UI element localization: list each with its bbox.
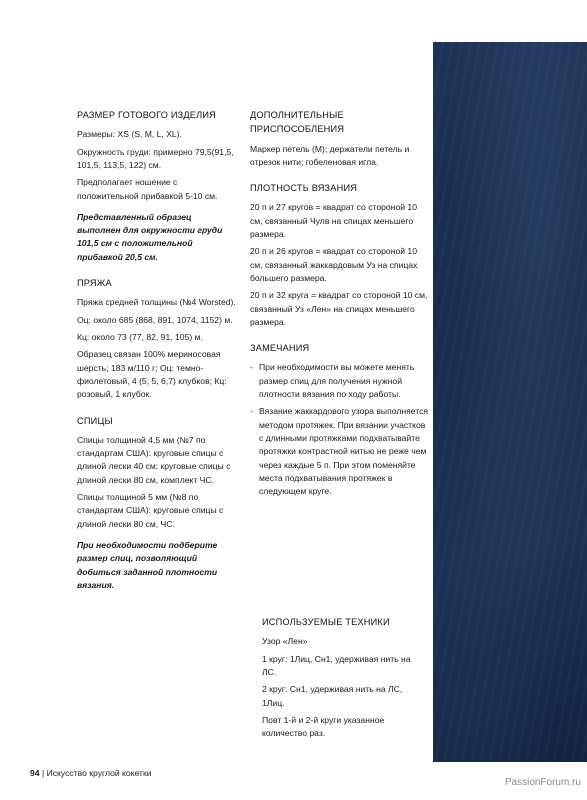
notes-section [250,341,430,498]
round-1: 1 круг: 1Лиц, Сн1, удерживая нить на ЛС. [262,653,411,677]
page-number: 94 [30,768,40,778]
book-title: | Искусство круглой кокетки [41,768,152,778]
gauge-3: 20 п и 32 круга = квадрат со стороной 10 см, связанный Уз «Лен» на спицах меньшего размера. [250,290,428,327]
chest-text: Окружность груди: примерно 79,5(91,5, 101,5, 113,5, 122) см. [77,146,234,170]
size-heading: РАЗМЕР ГОТОВОГО ИЗДЕЛИЯ [77,110,216,120]
watermark: PassionForum.ru [504,777,581,788]
techniques-section [262,615,427,744]
ease-text: Предполагает ношение с положительной прибавкой 5-10 см. [77,177,218,201]
cover-photo [433,42,587,762]
needles-section [77,414,237,593]
needles-heading: СПИЦЫ [77,415,113,426]
size-section [77,108,237,264]
yarn-mc: Оц: около 685 (868, 891, 1074, 1152) м. [77,314,233,325]
page-footer [30,767,152,780]
note-2: - Вязание жаккардового узора выполняется методом протяжек. При вязании участков с длинными протяжками подхватывайте протяжки контрастной нитью не реже чем через каждые 5 п. При этом поменяйте места подхватывания протяжек в следующем круге. [250,405,430,498]
yarn-sample: Образец связан 100% мериносовая шерсть; 183 м/110 г; Оц: темно-фиолетовый, 4 (5, 5, 6,7) клубков; Кц: розовый, 1 клубок. [77,349,227,400]
gauge-2: 20 п и 26 кругов = квадрат со стороной 10 см, связанный жаккардовым Уз на спицах большего размера. [250,246,418,283]
needles-small: Спицы толщиной 4,5 мм (№7 по стандартам США): круговые спицы с длиной лески 40 см; круговые спицы с длиной лески 80 см, комплект ЧС. [77,434,231,485]
left-column [77,108,237,604]
repeat-text: Повт 1-й и 2-й круги указанное количество раз. [262,714,385,739]
pattern-name: Узор «Лен» [262,636,308,647]
notions-heading: ДОПОЛНИТЕЛЬНЫЕ ПРИСПОСОБЛЕНИЯ [250,110,345,135]
techniques-heading: ИСПОЛЬЗУЕМЫЕ ТЕХНИКИ [262,617,390,627]
gauge-1: 20 п и 27 кругов = квадрат со стороной 10 см, связанный Чулв на спицах меньшего размера. [250,202,417,239]
sizes-text: Размеры: XS (S, M, L, XL). [77,129,182,140]
notes-heading: ЗАМЕЧАНИЯ [250,343,310,354]
sample-note: Представленный образец выполнен для окружности груди 101,5 см с положительной прибавкой 20,5 см. [77,211,223,262]
middle-column [250,108,430,511]
gauge-section [250,181,430,329]
needles-large: Спицы толщиной 5 мм (№8 по стандартам США): круговые спицы с длиной лески 80 см, ЧС. [77,492,224,529]
notes-list [250,361,430,498]
yarn-section [77,276,237,401]
round-2: 2 круг: Сн1, удерживая нить на ЛС, 1Лиц. [262,684,403,708]
note-1: - При необходимости вы можете менять размер спиц для получения нужной плотности вязания по ходу работы. [250,361,430,401]
needles-note: При необходимости подберите размер спиц, позволяющий добиться заданной плотности вязания. [77,539,218,590]
gauge-heading: ПЛОТНОСТЬ ВЯЗАНИЯ [250,183,358,194]
yarn-weight: Пряжа средней толщины (№4 Worsted). [77,297,236,308]
notions-text: Маркер петель (М); держатели петель и отрезок нити; гобеленовая игла. [250,143,410,167]
notions-section [250,108,430,169]
yarn-cc: Кц: около 73 (77, 82, 91, 105) м. [77,331,203,342]
yarn-heading: ПРЯЖА [77,278,112,289]
